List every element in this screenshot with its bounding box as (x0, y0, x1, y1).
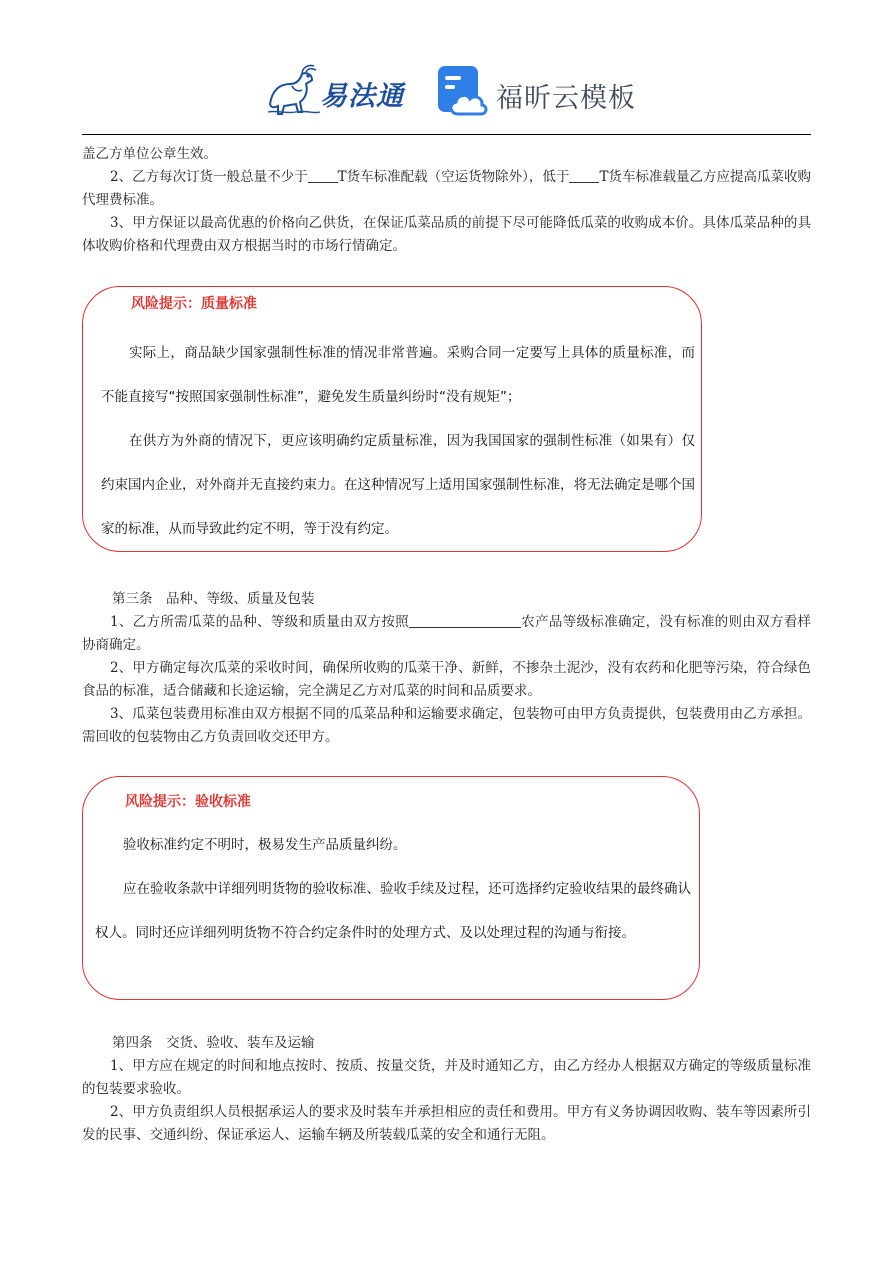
continuation-line: 盖乙方单位公章生效。 (82, 146, 217, 162)
grade-standard-blank[interactable] (409, 613, 521, 628)
clause-1-text-b: 农产品等级标准确定，没有标准的则由双方看样协商确定。 (82, 614, 811, 653)
risk-box-body (95, 823, 691, 955)
section-4-heading: 第四条 交货、验收、装车及运输 (112, 1035, 315, 1051)
header-divider (82, 134, 811, 135)
risk-box-acceptance-standard (82, 776, 700, 1000)
risk-paragraph: 验收标准约定不明时，极易发生产品质量纠纷。 (123, 837, 407, 853)
section-3-clause-3: 3、瓜菜包装费用标准由双方根据不同的瓜菜品种和运输要求确定，包装物可由甲方负责提供，包装费用由乙方承担。需回收的包装物由乙方负责回收交还甲方。 (82, 706, 811, 745)
section-3 (82, 588, 811, 749)
cloud-document-icon (436, 64, 488, 118)
risk-paragraph: 在供方为外商的情况下，更应该明确约定质量标准，因为我国国家的强制性标准（如果有）仅约束国内企业，对外商并无直接约束力。在这种情况写上适用国家强制性标准，将无法确定是哪个国家的标准，从而导致此约定不明，等于没有约定。 (101, 433, 695, 537)
section-4-clause-1: 1、甲方应在规定的时间和地点按时、按质、按量交货，并及时通知乙方，由乙方经办人根据双方确定的等级质量标准的包装要求验收。 (82, 1058, 811, 1097)
risk-box-body (101, 331, 695, 551)
top-clauses (82, 143, 811, 258)
clause-3-pricing: 3、甲方保证以最高优惠的价格向乙供货，在保证瓜菜品质的前提下尽可能降低瓜菜的收购成本价。具体瓜菜品种的具体收购价格和代理费由双方根据当时的市场行情确定。 (82, 215, 811, 254)
volume-blank-2[interactable] (569, 168, 599, 183)
section-3-clause-1 (82, 611, 811, 657)
section-3-clause-2: 2、甲方确定每次瓜菜的采收时间，确保所收购的瓜菜干净、新鲜，不掺杂土泥沙，没有农药和化肥等污染，符合绿色食品的标准，适合储藏和长途运输，完全满足乙方对瓜菜的时间和品质要求。 (82, 660, 811, 699)
risk-paragraph: 实际上，商品缺少国家强制性标准的情况非常普遍。采购合同一定要写上具体的质量标准，而不能直接写“按照国家强制性标准”，避免发生质量纠纷时“没有规矩”； (101, 345, 695, 405)
section-4-clause-2: 2、甲方负责组织人员根据承运人的要求及时装车并承担相应的责任和费用。甲方有义务协调因收购、装车等因素所引发的民事、交通纠纷、保证承运人、运输车辆及所装载瓜菜的安全和通行无阻。 (82, 1104, 811, 1143)
clause-2-order-volume (82, 166, 811, 212)
clause-2-text-c: T货车标准载量乙方应提高瓜菜收购代理费标准。 (82, 169, 811, 208)
clause-2-text-a: 2、乙方每次订货一般总量不少于 (110, 169, 308, 185)
foxit-cloud-template-logo (436, 64, 636, 120)
risk-box-title: 风险提示：验收标准 (125, 794, 251, 810)
risk-paragraph: 应在验收条款中详细列明货物的验收标准、验收手续及过程，还可选择约定验收结果的最终确认权人。同时还应详细列明货物不符合约定条件时的处理方式、及以处理过程的沟通与衔接。 (95, 881, 691, 941)
section-4 (82, 1032, 811, 1147)
qilin-mascot-icon (262, 60, 322, 120)
clause-1-text-a: 1、乙方所需瓜菜的品种、等级和质量由双方按照 (110, 614, 409, 630)
yifatong-logo-text: 易法通 (320, 81, 404, 112)
risk-box-quality-standard (82, 286, 702, 552)
yifatong-logo (262, 60, 414, 120)
volume-blank-1[interactable] (308, 168, 338, 183)
page-header (0, 0, 893, 134)
foxit-cloud-template-text: 福昕云模板 (496, 83, 636, 114)
clause-2-text-b: T货车标准配载（空运货物除外），低于 (337, 169, 570, 185)
risk-box-title: 风险提示：质量标准 (131, 296, 257, 312)
section-3-heading: 第三条 品种、等级、质量及包装 (112, 591, 315, 607)
